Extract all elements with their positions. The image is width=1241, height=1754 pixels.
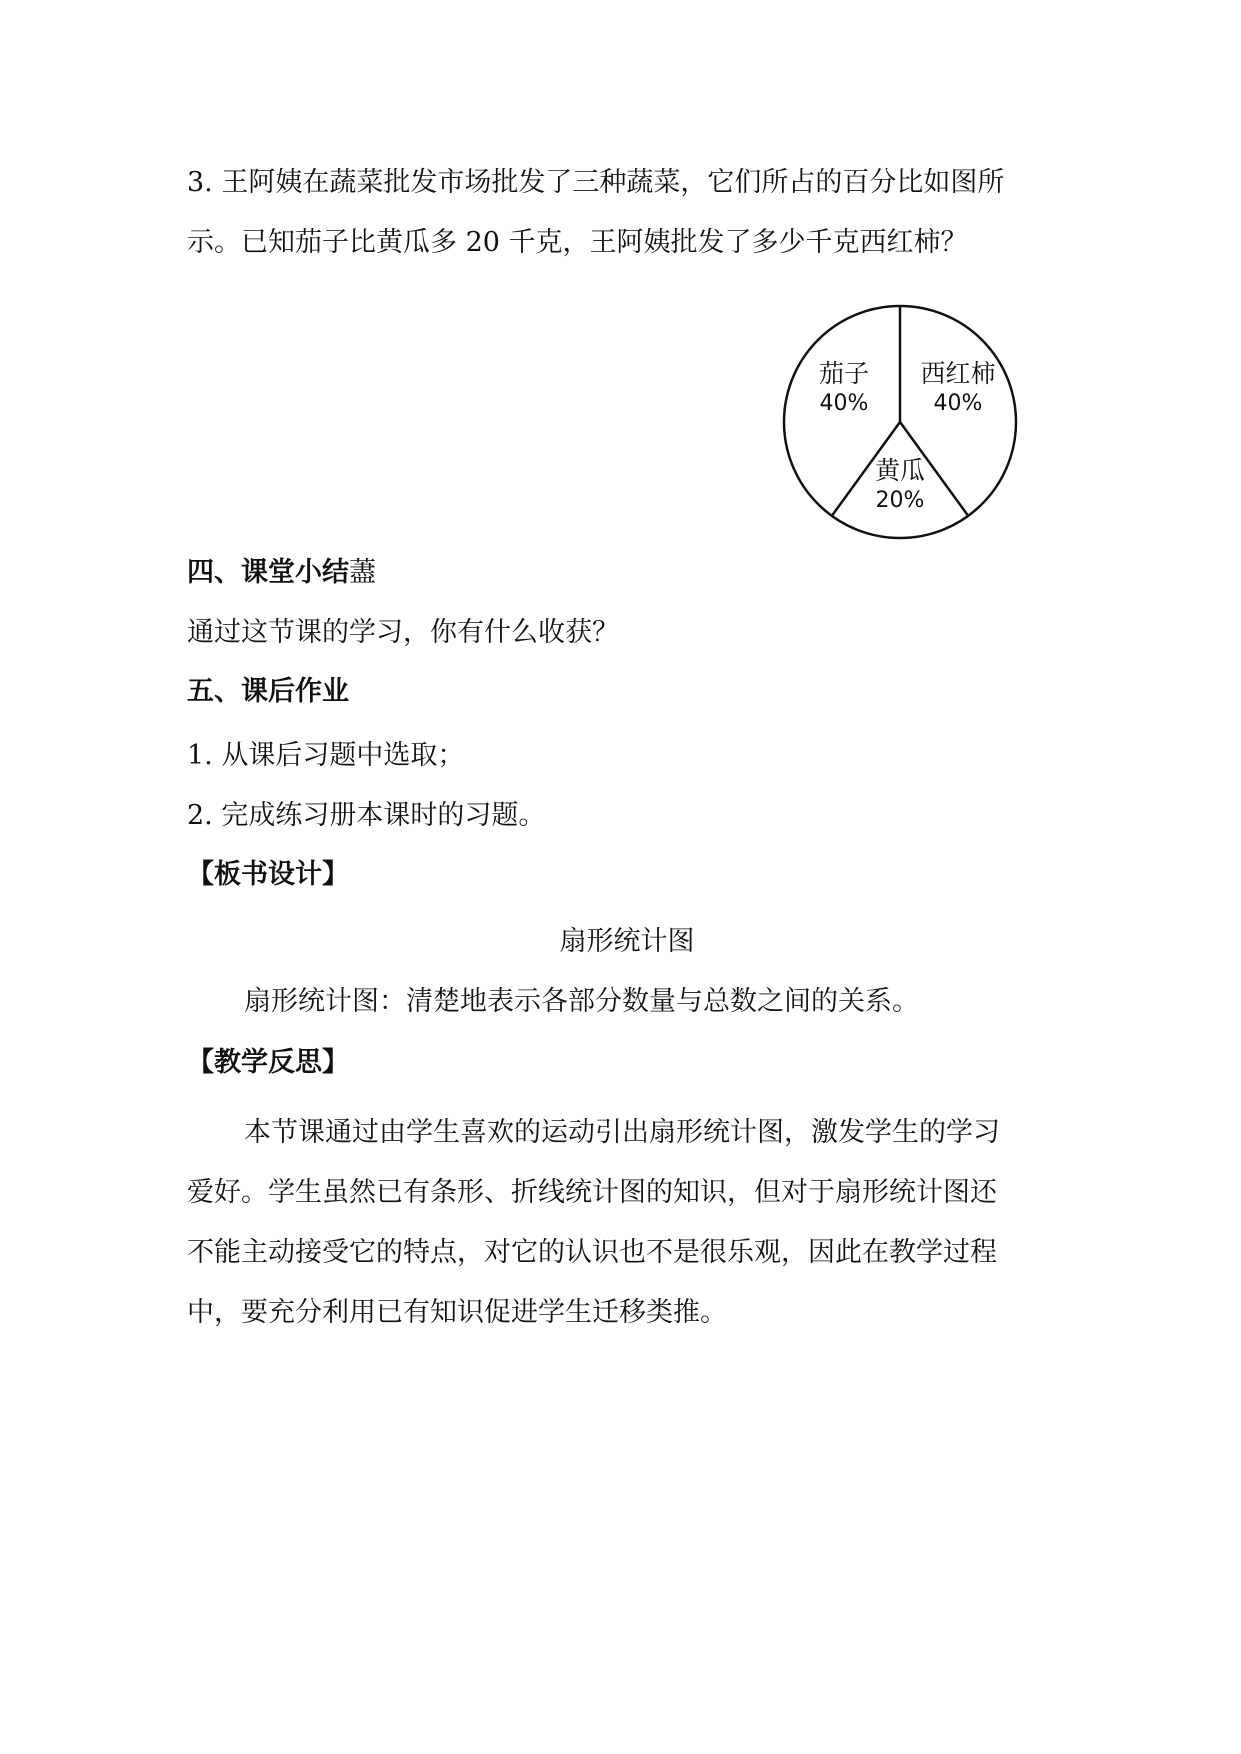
reflection-line-1: 本节课通过由学生喜欢的运动引出扇形统计图，激发学生的学习 bbox=[244, 1117, 1000, 1148]
slice-label-tomato-value: 40% bbox=[933, 391, 983, 416]
reflection-heading: 【教学反思】 bbox=[187, 1047, 349, 1078]
homework-item-2: 2. 完成练习册本课时的习题。 bbox=[187, 800, 546, 831]
section-4-text: 通过这节课的学习，你有什么收获？ bbox=[187, 617, 619, 648]
slice-label-cucumber-name: 黄瓜 bbox=[874, 456, 926, 485]
board-design-heading: 【板书设计】 bbox=[187, 859, 349, 890]
slice-label-tomato-name: 西红柿 bbox=[920, 359, 996, 388]
section-4-heading bbox=[187, 553, 1067, 593]
problem-3-line-1: 3. 王阿姨在蔬菜批发市场批发了三种蔬菜，它们所占的百分比如图所 bbox=[187, 167, 1005, 198]
reflection-line-2: 爱好。学生虽然已有条形、折线统计图的知识，但对于扇形统计图还 bbox=[187, 1177, 997, 1208]
problem-3-line-2: 示。已知茄子比黄瓜多 20 千克，王阿姨批发了多少千克西红柿？ bbox=[187, 227, 968, 258]
board-title: 扇形统计图 bbox=[559, 926, 695, 957]
section-4-heading-text: 四、课堂小结 bbox=[187, 557, 349, 588]
slice-label-eggplant-name: 茄子 bbox=[818, 359, 870, 388]
homework-item-1: 1. 从课后习题中选取； bbox=[187, 740, 465, 771]
section-5-heading: 五、课后作业 bbox=[187, 676, 349, 707]
board-text: 扇形统计图：清楚地表示各部分数量与总数之间的关系。 bbox=[244, 986, 919, 1017]
slice-label-eggplant-value: 40% bbox=[819, 391, 869, 416]
slice-label-cucumber-value: 20% bbox=[875, 488, 925, 513]
reflection-line-4: 中，要充分利用已有知识促进学生迁移类推。 bbox=[187, 1297, 727, 1328]
reflection-line-3: 不能主动接受它的特点，对它的认识也不是很乐观，因此在教学过程 bbox=[187, 1237, 997, 1268]
vegetable-pie-chart bbox=[780, 302, 1020, 542]
section-4-heading-extra: 藎 bbox=[349, 557, 376, 588]
